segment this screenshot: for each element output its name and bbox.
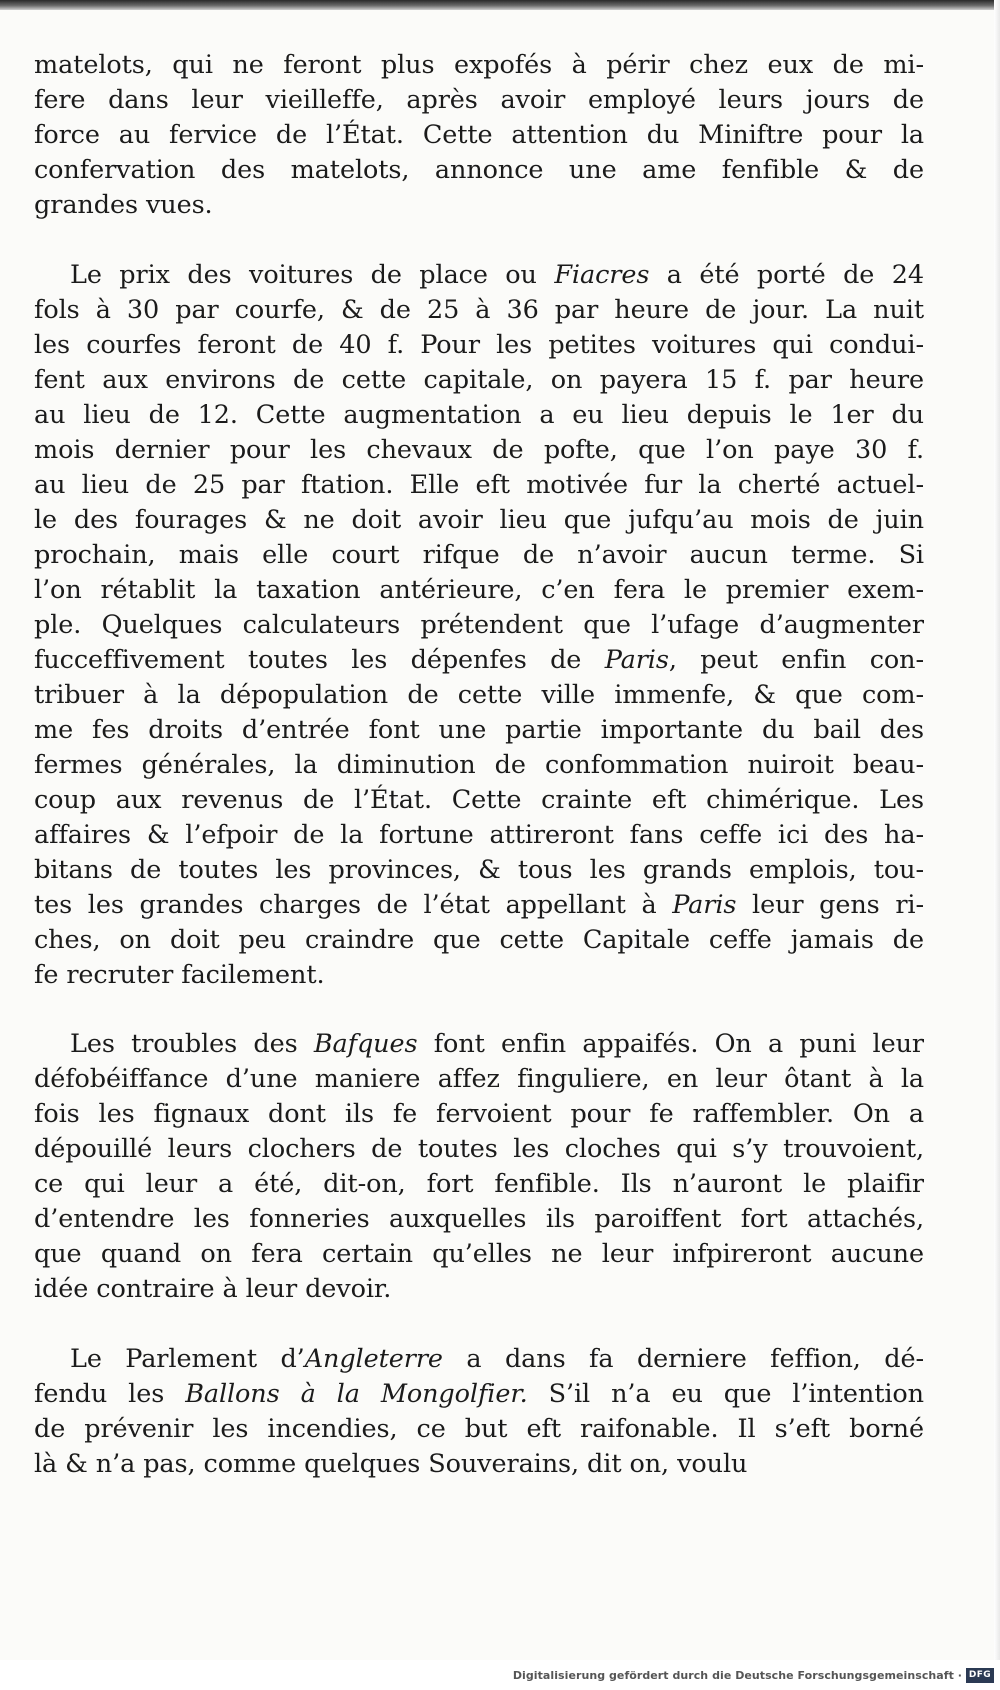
text-run: au lieu de 25 par ftation. Elle eft motivée fur la cherté actuel- — [34, 469, 924, 500]
text-line — [34, 1377, 924, 1412]
text-line — [34, 818, 924, 853]
text-line — [34, 363, 924, 398]
text-run: fucceffivement toutes les dépenfes de — [34, 644, 605, 675]
text-run: grandes vues. — [34, 190, 213, 220]
text-run: les courfes feront de 40 f. Pour les petites voitures qui condui- — [34, 329, 924, 360]
text-line — [34, 468, 924, 503]
text-run: font enfin appaifés. On a puni leur — [417, 1029, 924, 1059]
text-run: a dans fa derniere feffion, dé- — [442, 1343, 924, 1374]
text-run: fere dans leur vieilleffe, après avoir employé leurs jours de — [34, 85, 924, 115]
text-run: leur gens ri- — [736, 889, 924, 920]
text-run: fols à 30 par courfe, & de 25 à 36 par heure de jour. La nuit — [34, 294, 924, 325]
text-line — [34, 748, 924, 783]
text-line — [34, 1272, 924, 1307]
text-run: coup aux revenus de l’État. Cette crainte eft chimérique. Les — [34, 784, 924, 815]
text-run: fendu les — [34, 1378, 186, 1409]
text-run: au lieu de 12. Cette augmentation a eu lieu depuis le 1er du — [34, 399, 924, 430]
text-line — [34, 643, 924, 678]
text-run: fent aux environs de cette capitale, on payera 15 f. par heure — [34, 364, 924, 395]
text-run: fermes générales, la diminution de confommation nuiroit beau- — [34, 749, 924, 780]
text-line — [34, 503, 924, 538]
text-line — [34, 1132, 924, 1167]
text-run: ches, on doit peu craindre que cette Capitale ceffe jamais de — [34, 924, 924, 955]
text-line — [34, 1027, 924, 1062]
text-line — [34, 1202, 924, 1237]
text-run: l’on rétablit la taxation antérieure, c’en fera le premier exem- — [34, 574, 924, 605]
text-line — [34, 1447, 924, 1482]
text-run: fois les fignaux dont ils fe fervoient pour fe raffembler. On a — [34, 1099, 924, 1129]
text-line — [34, 888, 924, 923]
text-line — [34, 923, 924, 958]
text-line — [34, 1412, 924, 1447]
text-line — [34, 573, 924, 608]
digitization-footer — [0, 1665, 1000, 1690]
text-line — [34, 958, 924, 993]
page-text — [34, 48, 924, 1482]
text-line — [34, 1167, 924, 1202]
paragraph-angleterre — [34, 1342, 924, 1482]
text-run: mois dernier pour les chevaux de pofte, que l’on paye 30 f. — [34, 434, 924, 465]
text-run: fe recruter facilement. — [34, 959, 325, 990]
text-line — [34, 1062, 924, 1097]
text-run: me fes droits d’entrée font une partie importante du bail des — [34, 714, 924, 745]
text-line — [34, 783, 924, 818]
text-run: , peut enfin con- — [668, 644, 924, 675]
text-run: a été porté de 24 — [649, 259, 924, 290]
scan-top-edge — [0, 0, 1000, 10]
text-line — [34, 328, 924, 363]
text-line — [34, 1237, 924, 1272]
text-line — [34, 853, 924, 888]
text-run: d’entendre les fonneries auxquelles ils paroiffent fort attachés, — [34, 1204, 924, 1234]
text-run: ple. Quelques calculateurs prétendent que l’ufage d’augmenter — [34, 609, 924, 640]
italic-run: Paris — [604, 644, 669, 675]
text-line — [34, 433, 924, 468]
text-line — [34, 258, 924, 293]
text-run: matelots, qui ne feront plus expofés à périr chez eux de mi- — [34, 50, 924, 80]
text-run: bitans de toutes les provinces, & tous les grands emplois, tou- — [34, 854, 924, 885]
text-run: force au fervice de l’État. Cette attention du Miniftre pour la — [34, 120, 924, 150]
text-line — [34, 398, 924, 433]
paragraph-matelots — [34, 48, 924, 223]
paragraph-fiacres — [34, 258, 924, 993]
text-line — [34, 48, 924, 83]
scan-right-edge — [994, 0, 1000, 1660]
text-run: Les troubles des — [70, 1029, 314, 1059]
text-run: tes les grandes charges de l’état appellant à — [34, 889, 673, 920]
text-run: que quand on fera certain qu’elles ne leur infpireront aucune — [34, 1239, 924, 1269]
text-run: tribuer à la dépopulation de cette ville immenfe, & que com- — [34, 679, 924, 710]
text-run: le des fourages & ne doit avoir lieu que jufqu’au mois de juin — [34, 504, 924, 535]
text-run: défobéiffance d’une maniere affez finguliere, en leur ôtant à la — [34, 1064, 924, 1094]
text-line — [34, 293, 924, 328]
text-line — [34, 608, 924, 643]
italic-run: Ballons à la Mongolfier. — [185, 1378, 528, 1409]
text-line — [34, 1342, 924, 1377]
italic-run: Fiacres — [554, 259, 650, 290]
italic-run: Paris — [672, 889, 737, 920]
italic-run: Bafques — [313, 1029, 418, 1059]
text-run: affaires & l’efpoir de la fortune attireront fans ceffe ici des ha- — [34, 819, 924, 850]
text-run: idée contraire à leur devoir. — [34, 1274, 392, 1304]
dfg-logo: DFG — [966, 1668, 994, 1683]
text-run: confervation des matelots, annonce une ame fenfible & de — [34, 155, 924, 185]
text-run: là & n’a pas, comme quelques Souverains, dit on, voulu — [34, 1448, 748, 1479]
text-run: dépouillé leurs clochers de toutes les cloches qui s’y trouvoient, — [34, 1134, 924, 1164]
dfg-credit-text: Digitalisierung gefördert durch die Deutsche Forschungsgemeinschaft · — [512, 1669, 962, 1682]
text-line — [34, 1097, 924, 1132]
text-line — [34, 118, 924, 153]
text-line — [34, 678, 924, 713]
text-line — [34, 538, 924, 573]
paragraph-basques — [34, 1027, 924, 1307]
text-line — [34, 153, 924, 188]
text-run: de prévenir les incendies, ce but eft raifonable. Il s’eft borné — [34, 1413, 924, 1444]
text-line — [34, 713, 924, 748]
text-run: prochain, mais elle court rifque de n’avoir aucun terme. Si — [34, 539, 924, 570]
italic-run: Angleterre — [304, 1343, 443, 1374]
text-line — [34, 83, 924, 118]
text-run: Le Parlement d’ — [70, 1343, 305, 1374]
text-run: ce qui leur a été, dit-on, fort fenfible. Ils n’auront le plaifir — [34, 1169, 924, 1199]
text-run: S’il n’a eu que l’intention — [527, 1378, 924, 1409]
text-line — [34, 188, 924, 223]
text-run: Le prix des voitures de place ou — [70, 259, 555, 290]
